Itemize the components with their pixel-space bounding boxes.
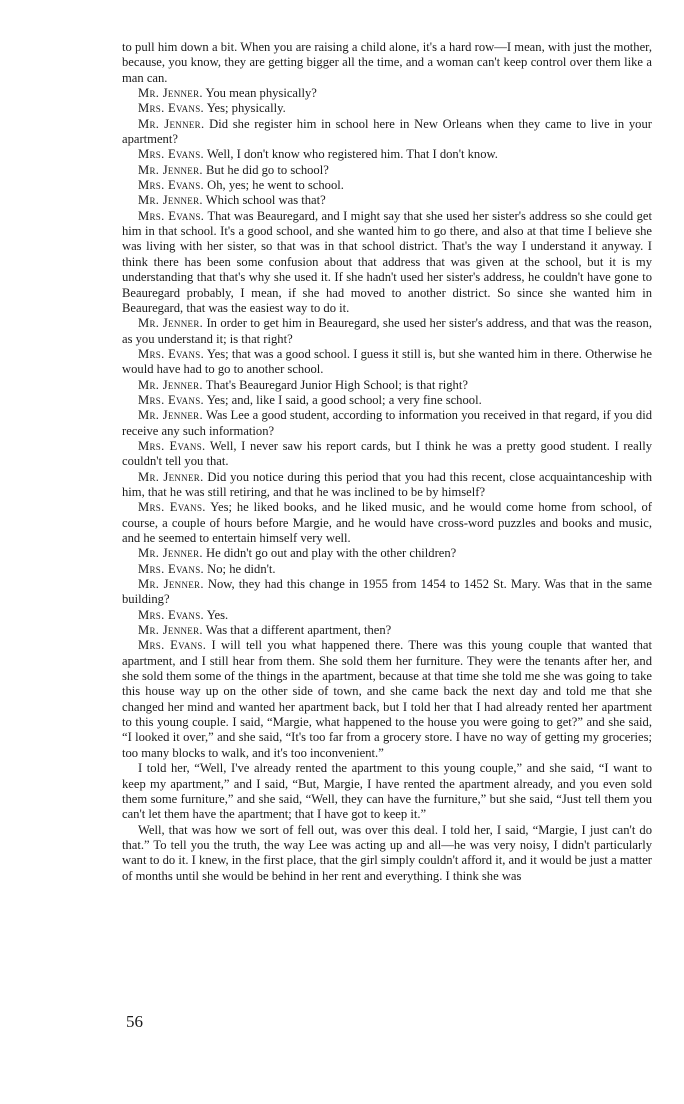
testimony-paragraph — [122, 823, 652, 884]
speaker-label: Mr. Jenner. — [138, 408, 203, 423]
testimony-paragraph — [122, 86, 652, 101]
testimony-paragraph — [122, 577, 652, 608]
testimony-paragraph — [122, 40, 652, 86]
speaker-label: Mrs. Evans. — [138, 638, 207, 653]
testimony-text: Yes; he liked books, and he liked music, and he would come home from school, of course, a couple of hours before Margie, and he would have cross-word puzzles and books and music, and he seemed to entertain himself very well. — [122, 500, 652, 545]
testimony-paragraph — [122, 117, 652, 148]
speaker-label: Mr. Jenner. — [138, 469, 204, 484]
testimony-paragraph — [122, 761, 652, 822]
speaker-label: Mr. Jenner. — [138, 193, 203, 208]
testimony-paragraph — [122, 347, 652, 378]
testimony-paragraph — [122, 439, 652, 470]
testimony-text: Yes. — [206, 607, 229, 622]
speaker-label: Mr. Jenner. — [138, 316, 204, 331]
testimony-text: Yes; physically. — [206, 101, 286, 116]
testimony-text: Yes; that was a good school. I guess it still is, but she wanted him in there. Otherwise he would have had to go to another school. — [122, 346, 652, 377]
speaker-label: Mr. Jenner. — [138, 162, 203, 177]
testimony-text: No; he didn't. — [207, 561, 276, 576]
testimony-text: Now, they had this change in 1955 from 1454 to 1452 St. Mary. Was that in the same building? — [122, 577, 652, 607]
speaker-label: Mrs. Evans. — [138, 178, 204, 193]
speaker-label: Mrs. Evans. — [138, 208, 205, 223]
testimony-paragraph — [122, 193, 652, 208]
speaker-label: Mrs. Evans. — [138, 147, 204, 162]
testimony-paragraph — [122, 178, 652, 193]
testimony-text: You mean physically? — [205, 86, 317, 101]
testimony-text: Was that a different apartment, then? — [205, 623, 392, 638]
speaker-label: Mrs. Evans. — [138, 607, 204, 622]
testimony-paragraph — [122, 209, 652, 316]
speaker-label: Mrs. Evans. — [138, 438, 206, 453]
testimony-text: He didn't go out and play with the other children? — [206, 546, 457, 561]
testimony-paragraph — [122, 638, 652, 761]
testimony-paragraph — [122, 408, 652, 439]
testimony-text: Did you notice during this period that you had this recent, close acquaintanceship with him, that he was still retiring, and that he was inclined to be by himself? — [122, 469, 652, 499]
testimony-paragraph — [122, 608, 652, 623]
testimony-text: Well, I never saw his report cards, but I think he was a pretty good student. I really couldn't tell you that. — [122, 438, 652, 469]
testimony-paragraph — [122, 546, 652, 561]
speaker-label: Mrs. Evans. — [138, 561, 204, 576]
testimony-paragraph — [122, 562, 652, 577]
testimony-paragraph — [122, 470, 652, 501]
testimony-text: Did she register him in school here in New Orleans when they came to live in your apartment? — [122, 116, 652, 147]
speaker-label: Mr. Jenner. — [138, 86, 203, 101]
testimony-text: Well, that was how we sort of fell out, was over this deal. I told her, I said, “Margie, I just can't do that.” To tell you the truth, the way Lee was acting up and all—he was very noisy, I didn't particularly want to do it. I knew, in the first place, that the girl simply couldn't afford it, and it would be just a matter of months until she would be behind in her rent and everything. I think she was — [122, 822, 652, 883]
speaker-label: Mr. Jenner. — [138, 116, 205, 131]
testimony-text: I told her, “Well, I've already rented the apartment to this young couple,” and she said, “I want to keep my apartment,” and I said, “But, Margie, I have rented the apartment already, and you even sold them some furniture,” and she said, “Well, they can have the furniture,” but she said, “Just tell them you can't let them have the apartment; that I have got to keep it.” — [122, 761, 652, 822]
speaker-label: Mrs. Evans. — [138, 101, 204, 116]
testimony-text: Was Lee a good student, according to information you received in that regard, if you did receive any such information? — [122, 408, 652, 438]
testimony-text: I will tell you what happened there. There was this young couple that wanted that apartment, and I still hear from them. She sold them her furniture. They were the tenants after her, and she sold them some of the things in the apartment, because at that time she told me she was going to take this house way up on the other side of town, and she came back the next day and told me that she changed her mind and wanted her apartment back, but I told her that I had already rented her apartment to this young couple. I said, “Margie, what happened to the house you were going to get?” and she said, “I looked it over,” and she said, “It's too far from a grocery store. I have no way of getting my groceries; too many blocks to walk, and it's too inconvenient.” — [122, 638, 652, 760]
testimony-paragraph — [122, 378, 652, 393]
testimony-paragraph — [122, 147, 652, 162]
speaker-label: Mrs. Evans. — [138, 392, 204, 407]
testimony-text: to pull him down a bit. When you are raising a child alone, it's a hard row—I mean, with just the mother, because, you know, they are getting bigger all the time, and a woman can't keep control over them like a man can. — [122, 40, 652, 85]
speaker-label: Mr. Jenner. — [138, 377, 203, 392]
testimony-text: In order to get him in Beauregard, she used her sister's address, and that was the reason, as you understand it; is that right? — [122, 316, 652, 346]
speaker-label: Mr. Jenner. — [138, 546, 203, 561]
testimony-text: Oh, yes; he went to school. — [207, 178, 344, 193]
testimony-text: But he did go to school? — [206, 162, 329, 177]
testimony-paragraph — [122, 316, 652, 347]
speaker-label: Mr. Jenner. — [138, 623, 203, 638]
testimony-paragraph — [122, 393, 652, 408]
page-number: 56 — [126, 1012, 143, 1031]
testimony-text: Which school was that? — [205, 193, 326, 208]
testimony-text: Yes; and, like I said, a good school; a very fine school. — [206, 392, 482, 407]
testimony-paragraph — [122, 163, 652, 178]
speaker-label: Mr. Jenner. — [138, 577, 204, 592]
testimony-paragraph — [122, 623, 652, 638]
testimony-paragraph — [122, 500, 652, 546]
speaker-label: Mrs. Evans. — [138, 346, 205, 361]
testimony-text: Well, I don't know who registered him. That I don't know. — [206, 147, 498, 162]
speaker-label: Mrs. Evans. — [138, 500, 206, 515]
testimony-text: That was Beauregard, and I might say that she used her sister's address so she could get him in that school. It's a good school, and she wanted him to go there, and also at that time I believe she was living with her sister, so that was in that school district. That's the way I understand it anyway. I think there has been some confusion about that address that was given at the school, but it is my understanding that that's why she used it. If she hadn't used her sister's address, he couldn't have gone to Beauregard probably, I mean, if she had moved to another district. So since she wanted him in Beauregard, that was the easiest way to do it. — [122, 208, 652, 315]
testimony-text: That's Beauregard Junior High School; is that right? — [205, 377, 468, 392]
transcript-page — [122, 40, 652, 884]
testimony-paragraph — [122, 101, 652, 116]
